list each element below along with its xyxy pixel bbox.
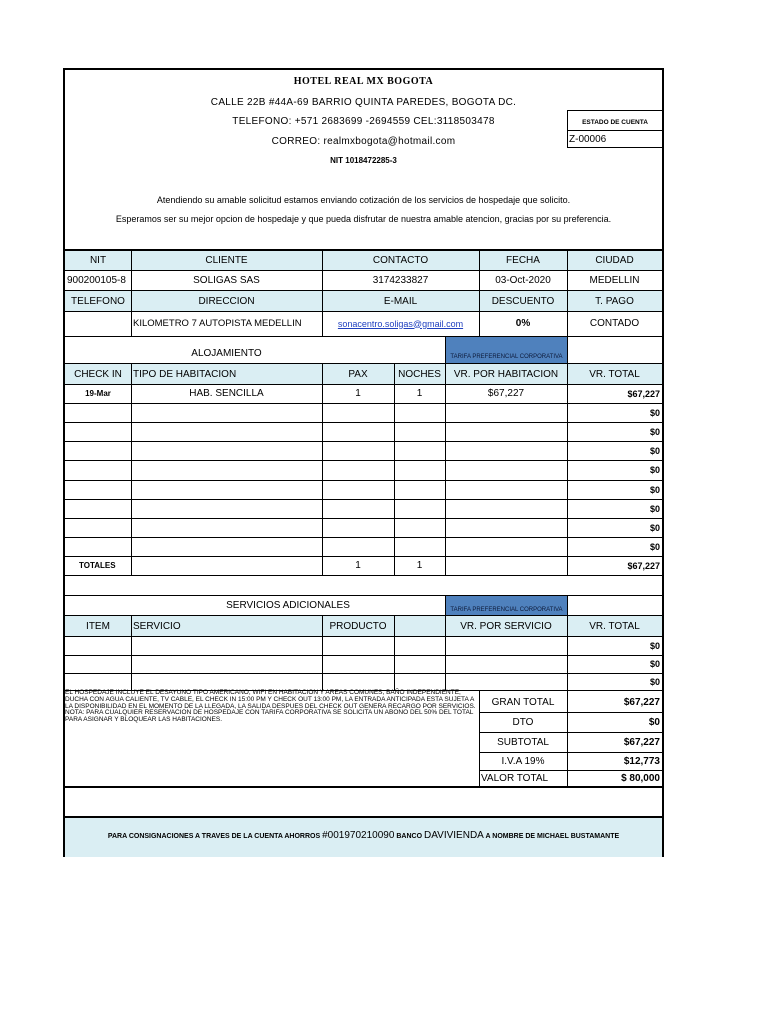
header-services-total: VR. TOTAL	[589, 620, 640, 632]
totals-label: TOTALES	[79, 561, 116, 570]
client-email[interactable]	[322, 311, 479, 336]
header-nit: NIT	[89, 254, 107, 266]
header-contacto: CONTACTO	[372, 254, 429, 266]
summary-label: GRAN TOTAL	[491, 696, 555, 708]
row-total: $0	[649, 503, 660, 514]
row-total: $0	[649, 407, 660, 418]
summary-label: DTO	[512, 716, 534, 728]
bank-name: DAVIVIENDA	[424, 830, 484, 841]
services-rate-badge: TARIFA PREFERENCIAL CORPORATIVA	[446, 596, 567, 615]
summary-label: VALOR TOTAL	[481, 772, 549, 784]
header-vr-total: VR. TOTAL	[589, 368, 640, 380]
service-row-total: $0	[649, 640, 660, 651]
header-pago: T. PAGO	[595, 295, 634, 307]
terms-notes: EL HOSPEDAJE INCLUYE EL DESAYUNO TIPO AMERICANO, WIFI EN HABITACION Y AREAS COMUNES, BAÑO INDEPENDIENTE, DUCHA CON AGUA CALIENTE, TV CABLE, EL CHECK IN 15:00 PM Y CHECK OUT 13:00 PM, LA ENTRADA ANTICIPADA ESTA SUJETA A LA DISPONIBILIDAD EN EL MOMENTO DE LA LLEGADA, LA SALIDA DESPUES DEL CHECK OUT GENERA RECARGO POR SERVICIOS. NOTA: PARA CUALQUIER RESERVACION DE HOSPEDAJE CON TARIFA CORPORATIVA SE SOLICITA UN ABONO DEL 50% DEL TOTAL PARA ASIGNAR Y BLOQUEAR LAS HABITACIONES.	[65, 689, 476, 724]
row-total: $0	[649, 465, 660, 475]
intro-line-1: Atendiendo su amable solicitud estamos enviando cotización de los servicios de hospedaje que solicito.	[156, 195, 571, 205]
bank-account: #001970210090	[322, 830, 395, 841]
intro-line-2: Esperamos ser su mejor opcion de hospedaje y que pueda disfrutar de nuestra amable atencion, gracias por su preferencia.	[115, 214, 612, 224]
client-nit: 900200105-8	[67, 274, 126, 286]
totals-pax: 1	[355, 560, 361, 571]
lodging-rate-badge: TARIFA PREFERENCIAL CORPORATIVA	[446, 337, 567, 363]
row-checkin: 19-Mar	[85, 389, 111, 398]
header-servicio: SERVICIO	[133, 620, 181, 632]
header-noches: NOCHES	[398, 368, 441, 380]
client-discount: 0%	[515, 318, 531, 329]
summary-value: $0	[648, 716, 660, 728]
row-total: $0	[649, 445, 660, 456]
header-ciudad: CIUDAD	[595, 254, 634, 266]
hotel-email: CORREO: realmxbogota@hotmail.com	[271, 136, 456, 147]
service-row-total: $0	[649, 659, 660, 669]
header-descuento: DESCUENTO	[491, 295, 555, 307]
bank-info	[65, 830, 662, 841]
hotel-nit: NIT 1018472285-3	[330, 156, 397, 165]
row-vr: $67,227	[487, 388, 525, 399]
bank-suffix: A NOMBRE DE MICHAEL BUSTAMANTE	[485, 833, 620, 840]
client-payment: CONTADO	[589, 318, 640, 329]
client-phone	[65, 311, 131, 336]
hotel-address: CALLE 22B #44A-69 BARRIO QUINTA PAREDES, BOGOTA DC.	[210, 97, 517, 108]
row-total: $67,227	[627, 388, 660, 399]
client-city: MEDELLIN	[589, 274, 640, 286]
totals-total: $67,227	[627, 560, 660, 571]
header-producto: PRODUCTO	[329, 620, 387, 632]
header-direccion: DIRECCION	[198, 295, 255, 307]
client-contact: 3174233827	[372, 274, 429, 286]
client-name: SOLIGAS SAS	[193, 274, 260, 286]
row-total: $0	[649, 541, 660, 552]
summary-value: $ 80,000	[621, 772, 660, 784]
client-address: KILOMETRO 7 AUTOPISTA MEDELLIN	[133, 318, 302, 329]
hotel-phone: TELEFONO: +571 2683699 -2694559 CEL:3118503478	[232, 116, 495, 127]
summary-value: $12,773	[623, 755, 660, 767]
header-item: ITEM	[86, 620, 110, 632]
row-noches: 1	[416, 388, 423, 399]
client-email-link[interactable]: sonacentro.soligas@gmail.com	[337, 318, 464, 329]
statement-box	[567, 110, 662, 148]
lodging-title: ALOJAMIENTO	[191, 347, 262, 359]
statement-label: ESTADO DE CUENTA	[582, 119, 648, 126]
header-cliente: CLIENTE	[205, 254, 248, 266]
bank-label: BANCO	[396, 833, 423, 840]
hotel-name: HOTEL REAL MX BOGOTA	[293, 76, 434, 87]
header-vr-servicio: VR. POR SERVICIO	[460, 620, 552, 632]
row-total: $0	[649, 426, 660, 437]
services-title: SERVICIOS ADICIONALES	[226, 600, 350, 611]
header-fecha: FECHA	[506, 254, 540, 266]
statement-number: Z-00006	[568, 130, 662, 148]
row-total: $0	[649, 484, 660, 495]
totals-noches: 1	[416, 560, 423, 571]
account-statement-sheet	[63, 68, 664, 857]
header-email: E-MAIL	[383, 295, 418, 307]
row-total: $0	[649, 522, 660, 533]
row-tipo: HAB. SENCILLA	[189, 388, 264, 399]
summary-label: SUBTOTAL	[497, 736, 549, 748]
header-vr-habitacion: VR. POR HABITACION	[453, 368, 559, 380]
row-pax: 1	[355, 388, 361, 399]
header-tipo: TIPO DE HABITACION	[133, 368, 237, 380]
header-telefono: TELEFONO	[71, 295, 125, 307]
summary-label: I.V.A 19%	[501, 755, 545, 767]
header-pax: PAX	[348, 368, 368, 380]
client-date: 03-Oct-2020	[495, 274, 551, 286]
header-checkin: CHECK IN	[74, 368, 122, 380]
summary-value: $67,227	[623, 696, 660, 708]
bank-prefix: PARA CONSIGNACIONES A TRAVES DE LA CUENTA AHORROS	[107, 833, 321, 840]
service-row-total: $0	[649, 676, 660, 687]
summary-value: $67,227	[623, 736, 660, 748]
